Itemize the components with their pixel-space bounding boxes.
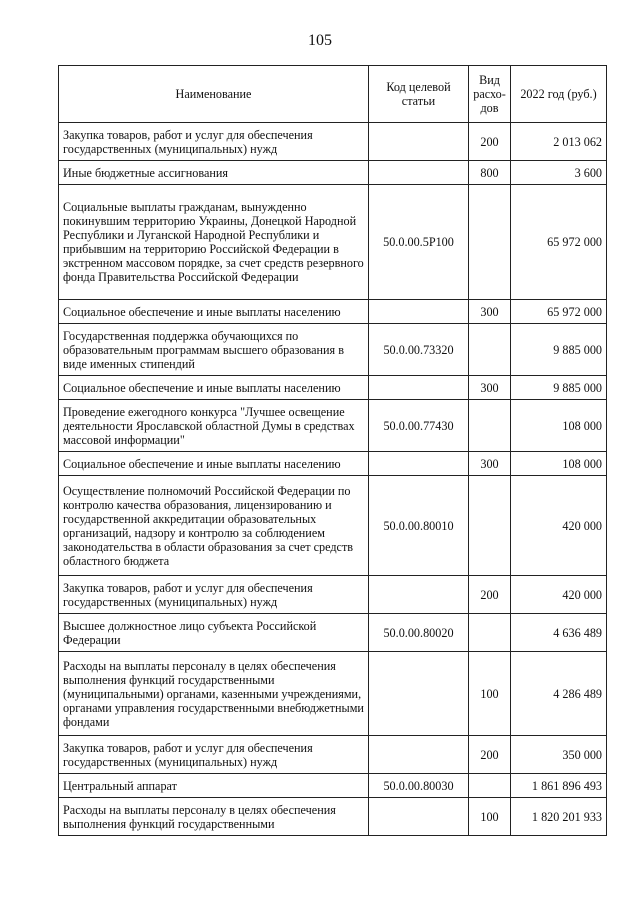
table-row (59, 376, 607, 400)
row-code (369, 652, 469, 736)
table-row (59, 798, 607, 836)
row-name: Закупка товаров, работ и услуг для обеспечения государственных (муниципальных) нужд (59, 576, 369, 614)
row-kind: 300 (469, 376, 511, 400)
row-kind (469, 614, 511, 652)
table-row (59, 400, 607, 452)
row-kind: 200 (469, 736, 511, 774)
row-kind: 200 (469, 123, 511, 161)
row-kind (469, 324, 511, 376)
table-row (59, 476, 607, 576)
table-row (59, 300, 607, 324)
table-row (59, 736, 607, 774)
row-code: 50.0.00.80030 (369, 774, 469, 798)
header-code: Код целевой статьи (369, 66, 469, 123)
row-code: 50.0.00.80010 (369, 476, 469, 576)
row-amount: 65 972 000 (511, 300, 607, 324)
row-kind (469, 774, 511, 798)
row-code: 50.0.00.5Р100 (369, 185, 469, 300)
table-row (59, 774, 607, 798)
row-amount: 108 000 (511, 400, 607, 452)
row-name: Проведение ежегодного конкурса "Лучшее освещение деятельности Ярославской областной Думы в средствах массовой информации" (59, 400, 369, 452)
row-amount: 108 000 (511, 452, 607, 476)
row-amount: 350 000 (511, 736, 607, 774)
budget-table (58, 65, 607, 836)
row-kind (469, 476, 511, 576)
row-kind: 100 (469, 652, 511, 736)
table-row (59, 123, 607, 161)
row-code (369, 300, 469, 324)
row-name: Закупка товаров, работ и услуг для обеспечения государственных (муниципальных) нужд (59, 736, 369, 774)
header-amount: 2022 год (руб.) (511, 66, 607, 123)
row-amount: 2 013 062 (511, 123, 607, 161)
row-name: Центральный аппарат (59, 774, 369, 798)
row-code (369, 161, 469, 185)
row-code (369, 736, 469, 774)
row-name: Государственная поддержка обучающихся по образовательным программам высшего образования в виде именных стипендий (59, 324, 369, 376)
row-kind: 800 (469, 161, 511, 185)
row-name: Иные бюджетные ассигнования (59, 161, 369, 185)
row-name: Высшее должностное лицо субъекта Российской Федерации (59, 614, 369, 652)
row-amount: 420 000 (511, 576, 607, 614)
table-row (59, 452, 607, 476)
row-code (369, 452, 469, 476)
row-amount: 65 972 000 (511, 185, 607, 300)
row-kind: 300 (469, 300, 511, 324)
row-amount: 4 636 489 (511, 614, 607, 652)
page-number: 105 (308, 32, 332, 49)
row-kind (469, 185, 511, 300)
row-kind (469, 400, 511, 452)
row-kind: 300 (469, 452, 511, 476)
table-row (59, 185, 607, 300)
table-row (59, 161, 607, 185)
row-code (369, 798, 469, 836)
row-name: Осуществление полномочий Российской Федерации по контролю качества образования, лицензированию и государственной аккредитации образовательных организаций, надзору и контролю за соблюдением законодательства в области образования за счет средств областного бюджета (59, 476, 369, 576)
row-amount: 420 000 (511, 476, 607, 576)
row-code (369, 376, 469, 400)
row-code (369, 576, 469, 614)
table-row (59, 576, 607, 614)
table-row (59, 614, 607, 652)
row-name: Расходы на выплаты персоналу в целях обеспечения выполнения функций государственными (59, 798, 369, 836)
row-name: Расходы на выплаты персоналу в целях обеспечения выполнения функций государственными (муниципальными) органами, казенными учреждениями, органами управления государственными внебюджетными фондами (59, 652, 369, 736)
row-amount: 3 600 (511, 161, 607, 185)
table-row (59, 324, 607, 376)
row-name: Закупка товаров, работ и услуг для обеспечения государственных (муниципальных) нужд (59, 123, 369, 161)
row-name: Социальное обеспечение и иные выплаты населению (59, 300, 369, 324)
row-name: Социальные выплаты гражданам, вынужденно покинувшим территорию Украины, Донецкой Народной Республики и Луганской Народной Республики и прибывшим на территорию Российской Федерации в экстренном массовом порядке, за счет средств резервного фонда Правительства Российской Федерации (59, 185, 369, 300)
header-row (59, 66, 607, 123)
table-row (59, 652, 607, 736)
row-kind: 100 (469, 798, 511, 836)
row-code: 50.0.00.80020 (369, 614, 469, 652)
row-amount: 1 861 896 493 (511, 774, 607, 798)
row-amount: 9 885 000 (511, 324, 607, 376)
row-amount: 1 820 201 933 (511, 798, 607, 836)
row-amount: 4 286 489 (511, 652, 607, 736)
header-kind: Вид расхо-дов (469, 66, 511, 123)
row-code (369, 123, 469, 161)
row-code: 50.0.00.77430 (369, 400, 469, 452)
row-name: Социальное обеспечение и иные выплаты населению (59, 452, 369, 476)
table-body (59, 123, 607, 836)
header-name: Наименование (59, 66, 369, 123)
table-header (59, 66, 607, 123)
row-kind: 200 (469, 576, 511, 614)
row-amount: 9 885 000 (511, 376, 607, 400)
row-code: 50.0.00.73320 (369, 324, 469, 376)
row-name: Социальное обеспечение и иные выплаты населению (59, 376, 369, 400)
